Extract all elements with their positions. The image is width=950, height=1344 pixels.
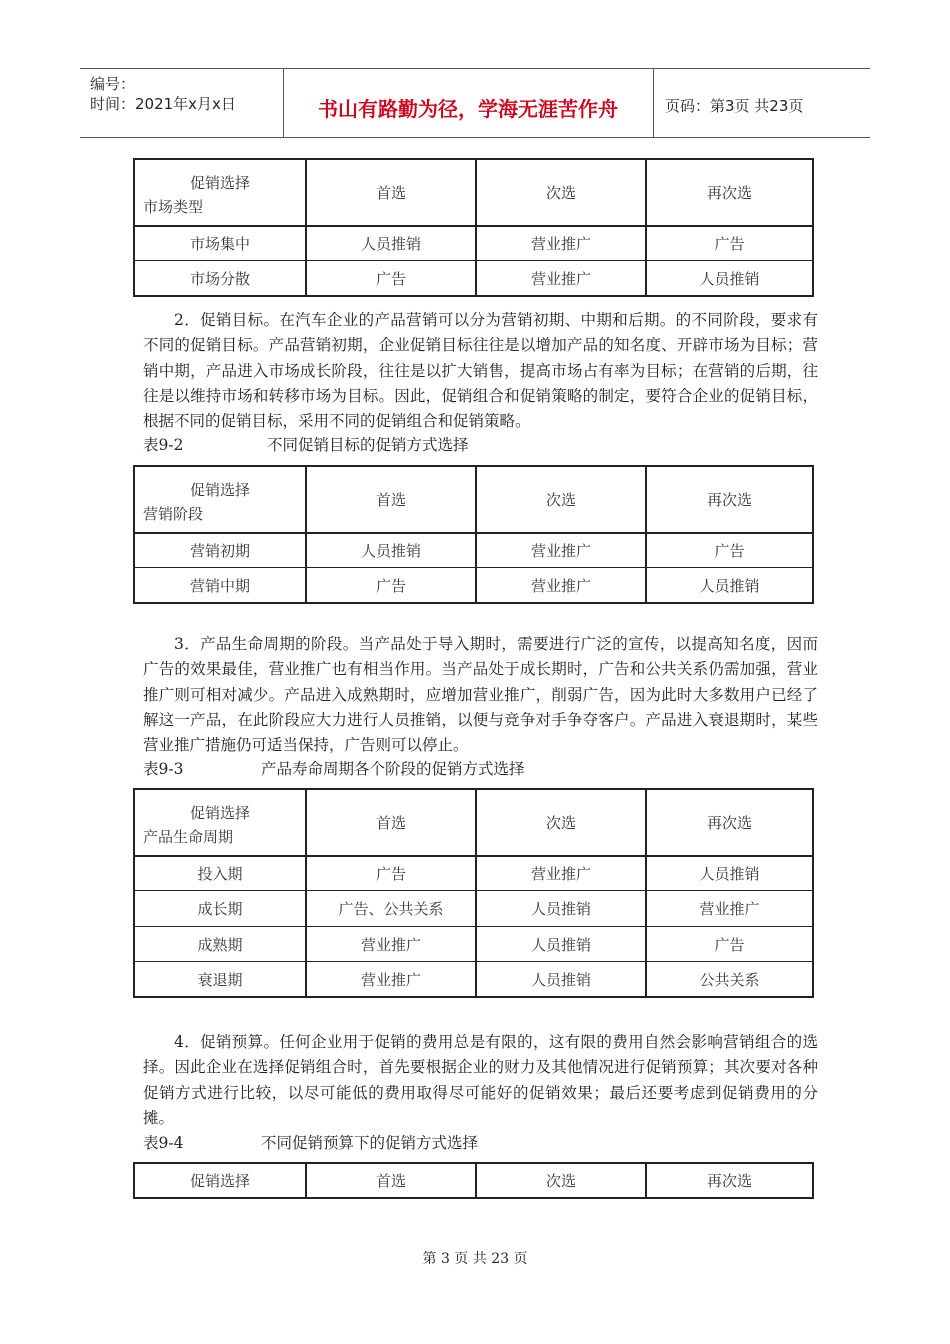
table-cell: 营业推广: [305, 962, 475, 996]
table-cell: 营业推广: [475, 261, 645, 295]
header-diagonal-cell: [135, 467, 305, 532]
header-top-label: 促销选择: [190, 804, 251, 822]
row-label: 市场集中: [189, 235, 250, 253]
column-header: 再次选: [645, 1164, 812, 1197]
table-cell: 营业推广: [305, 927, 475, 961]
table-cell: 广告: [305, 261, 475, 295]
row-label: 营销中期: [189, 576, 250, 595]
header-bottom-label: 产品生命周期: [143, 828, 234, 846]
caption-title: 产品寿命周期各个阶段的促销方式选择: [261, 760, 525, 778]
column-header: 首选: [305, 790, 475, 855]
table-cell: 人员推销: [305, 227, 475, 260]
table-cell: 营业推广: [475, 534, 645, 567]
header-page-code: 页码：第3页 共23页: [665, 97, 804, 115]
table-row: [133, 225, 814, 260]
table-cell: 广告: [645, 927, 812, 961]
table-cell: 广告: [305, 857, 475, 890]
paragraph-promotion-budget: 4．促销预算。任何企业用于促销的费用总是有限的，这有限的费用自然会影响营销组合的选择。因此企业在选择促销组合时，首先要根据企业的财力及其他情况进行促销预算；其次要对各种促销方式进行比较，以尽可能低的费用取得尽可能好的促销效果；最后还要考虑到促销费用的分摊。: [143, 1033, 818, 1127]
table-cell: 人员推销: [645, 568, 812, 602]
table-market-type: [133, 158, 814, 297]
page-header: [80, 68, 870, 138]
table-row: [133, 961, 814, 998]
table-header-row: [133, 788, 814, 855]
column-header: 再次选: [645, 160, 812, 225]
table-header-row: [133, 158, 814, 225]
table-cell: 广告: [305, 568, 475, 602]
paragraph-product-lifecycle: 3．产品生命周期的阶段。当产品处于导入期时，需要进行广泛的宣传，以提高知名度，因而广告的效果最佳，营业推广也有相当作用。当产品处于成长期时，广告和公共关系仍需加强，营业推广则可相对减少。产品进入成熟期时，应增加营业推广，削弱广告，因为此时大多数用户已经了解这一产品，在此阶段应大力进行人员推销，以便与竞争对手争夺客户。产品进入衰退期时，某些营业推广措施仍可适当保持，广告则可以停止。: [143, 635, 818, 755]
caption-number: 表9-3: [143, 760, 184, 778]
table-lifecycle: [133, 788, 814, 998]
row-label: 成长期: [197, 900, 243, 918]
column-header: 首选: [305, 1164, 475, 1197]
table-cell: 人员推销: [475, 891, 645, 926]
row-label: 投入期: [197, 865, 243, 883]
table-cell: 人员推销: [305, 534, 475, 567]
header-bottom-label: 营销阶段: [143, 505, 204, 523]
row-label: 市场分散: [189, 269, 250, 288]
column-header: 次选: [475, 160, 645, 225]
header-motto: 书山有路勤为径，学海无涯苦作舟: [318, 97, 618, 121]
row-label: 营销初期: [189, 542, 250, 560]
column-header: 次选: [475, 1164, 645, 1197]
caption-number: 表9-4: [143, 1134, 184, 1152]
table-caption: [143, 1131, 479, 1153]
table-row: [133, 260, 814, 297]
table-row: [133, 890, 814, 926]
table-marketing-stage: [133, 465, 814, 604]
caption-title: 不同促销预算下的促销方式选择: [261, 1134, 479, 1152]
row-label: 衰退期: [197, 970, 243, 989]
table-cell: 人员推销: [475, 927, 645, 961]
header-top-label: 促销选择: [190, 481, 251, 499]
table-cell: 人员推销: [645, 857, 812, 890]
table-row: [133, 532, 814, 567]
table-cell: 广告: [645, 534, 812, 567]
table-caption: [143, 757, 525, 779]
doc-number-label: 编号：: [90, 75, 136, 93]
table-cell: 人员推销: [475, 962, 645, 996]
table-cell: 人员推销: [645, 261, 812, 295]
table-cell: 广告: [645, 227, 812, 260]
table-cell: 广告、公共关系: [305, 891, 475, 926]
table-row: [133, 855, 814, 890]
row-label: 成熟期: [197, 935, 243, 954]
table-row: [133, 567, 814, 604]
paragraph-promotion-goals: 2．促销目标。在汽车企业的产品营销可以分为营销初期、中期和后期。的不同阶段，要求有不同的促销目标。产品营销初期，企业促销目标往往是以增加产品的知名度、开辟市场为目标；营销中期，产品进入市场成长阶段，往往是以扩大销售，提高市场占有率为目标；在营销的后期，往往是以维持市场和转移市场为目标。因此，促销组合和促销策略的制定，要符合企业的促销目标，根据不同的促销目标，采用不同的促销组合和促销策略。: [143, 311, 818, 431]
header-divider: [653, 69, 654, 137]
header-bottom-label: 市场类型: [143, 198, 204, 216]
caption-number: 表9-2: [143, 436, 184, 454]
header-diagonal-cell: [135, 160, 305, 225]
column-header: 再次选: [645, 467, 812, 532]
column-header: 首选: [305, 160, 475, 225]
table-header-row: [133, 1162, 814, 1199]
table-header-row: [133, 465, 814, 532]
table-row: [133, 926, 814, 961]
table-caption: [143, 433, 469, 455]
column-header: 次选: [475, 790, 645, 855]
header-top-label: 促销选择: [190, 1172, 251, 1190]
table-cell: 营业推广: [645, 891, 812, 926]
caption-title: 不同促销目标的促销方式选择: [267, 436, 469, 454]
table-cell: 营业推广: [475, 568, 645, 602]
header-diagonal-cell: [135, 790, 305, 855]
table-cell: 营业推广: [475, 857, 645, 890]
doc-time-label: 时间：2021年x月x日: [90, 95, 236, 113]
table-budget: [133, 1162, 814, 1199]
page-footer: 第 3 页 共 23 页: [422, 1251, 528, 1267]
column-header: 次选: [475, 467, 645, 532]
header-top-label: 促销选择: [190, 174, 251, 192]
column-header: 再次选: [645, 790, 812, 855]
column-header: 首选: [305, 467, 475, 532]
table-cell: 公共关系: [645, 962, 812, 996]
table-cell: 营业推广: [475, 227, 645, 260]
